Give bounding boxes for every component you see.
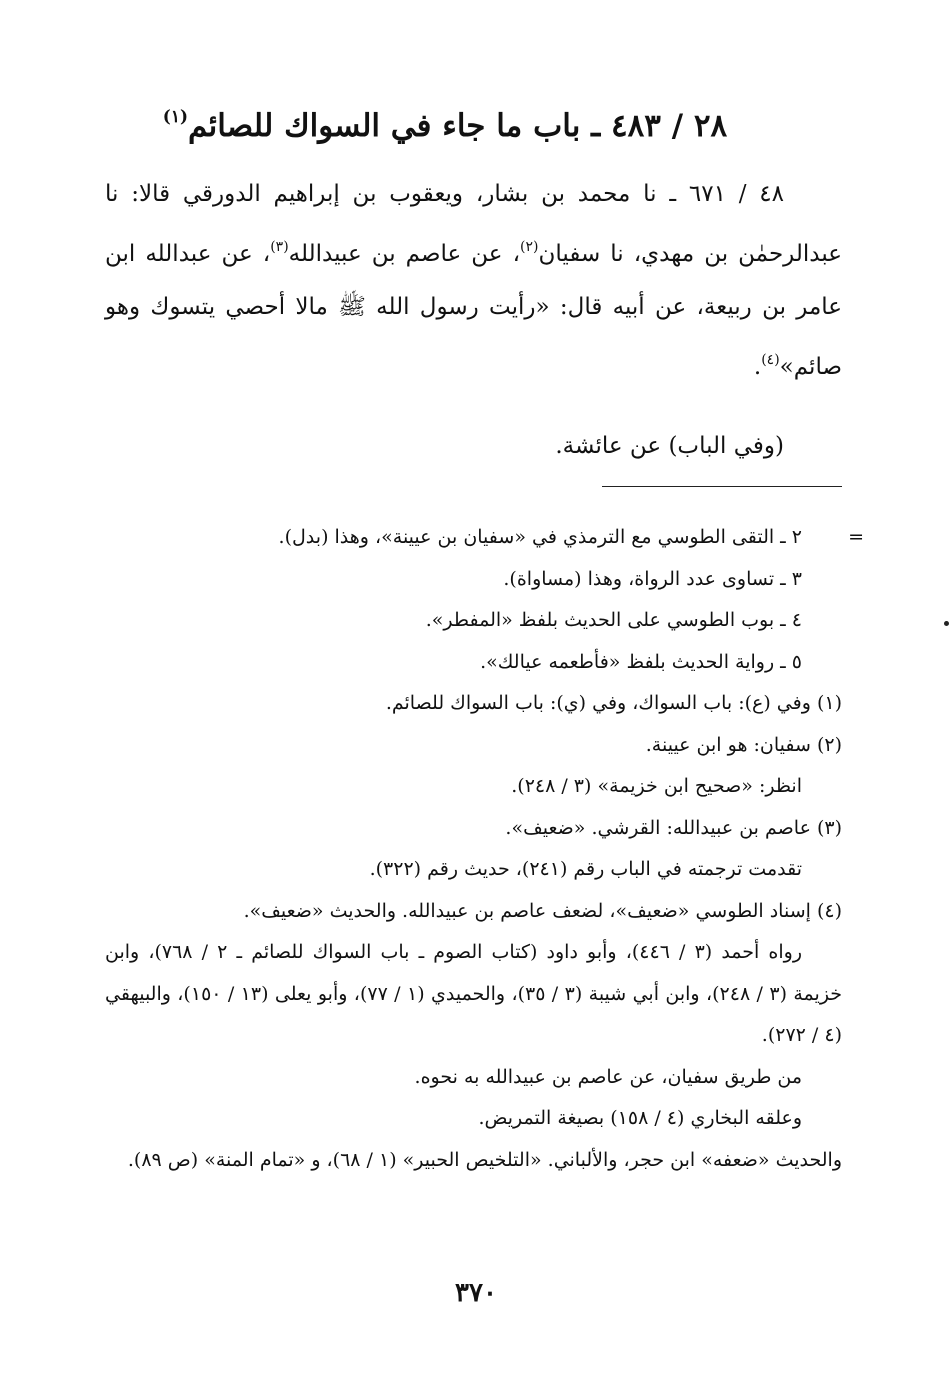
footnote-ref-3: (٣) xyxy=(270,239,289,255)
footnote-text: رواه أحمد (٣ / ٤٤٦)، وأبو داود (كتاب الصوم ـ باب السواك للصائم ـ ٢ / ٧٦٨)، وابن خزيمة (٣ / ٢٤٨)، وابن أبي شيبة (٣ / ٣٥)، والحميدي (١ / ٧٧)، وأبو يعلى (١٣ / ١٥٠)، والبيهقي (٤ / ٢٧٢). xyxy=(105,941,843,1046)
hadith-end-punct: . xyxy=(753,354,762,380)
scan-speck xyxy=(944,621,949,626)
footnote-text: من طريق سفيان، عن عاصم بن عبيدالله به نحوه. xyxy=(414,1065,802,1088)
footnote-paragraph xyxy=(105,932,842,1057)
chapter-heading xyxy=(150,92,740,151)
footnote-text: (٢) سفيان: هو ابن عيينة. xyxy=(645,733,842,756)
footnote-text: وعلقه البخاري (٤ / ١٥٨) بصيغة التمريض. xyxy=(478,1107,802,1129)
footnote-separator xyxy=(602,486,842,487)
footnote-line xyxy=(105,1098,842,1140)
hadith-body xyxy=(105,168,842,473)
footnote-text: ٣ ـ تساوى عدد الرواة، وهذا (مساواة). xyxy=(503,567,802,590)
footnote-text: (٤) إسناد الطوسي «ضعيف»، لضعف عاصم بن عبيدالله. والحديث «ضعيف». xyxy=(243,899,842,922)
footnote-line xyxy=(105,766,842,808)
chapter-footnote-ref: (١) xyxy=(162,107,189,127)
footnote-line xyxy=(105,683,842,725)
page-number: ٣٧٠ xyxy=(455,1278,497,1308)
footnote-paragraph xyxy=(105,1140,842,1182)
continuation-mark: = xyxy=(848,526,864,548)
footnote-text: انظر: «صحيح ابن خزيمة» (٣ / ٢٤٨). xyxy=(511,775,802,797)
footnote-text: (١) وفي (ع): باب السواك، وفي (ي): باب السواك للصائم. xyxy=(385,692,842,714)
footnotes xyxy=(105,517,864,1181)
hadith-text xyxy=(105,168,842,394)
footnote-line xyxy=(105,600,842,642)
hadith-matn: ، عن عبدالله ابن عامر بن ربيعة، عن أبيه قال: «رأيت رسول الله ﷺ مالا أحصي يتسوك وهو صائم» xyxy=(105,241,842,380)
footnote-text: ٥ ـ رواية الحديث بلفظ «فأطعمه عيالك». xyxy=(480,650,802,673)
footnote-line xyxy=(105,517,864,559)
footnote-line xyxy=(105,808,842,850)
chapter-title: ٢٨ / ٤٨٣ ـ باب ما جاء في السواك للصائم xyxy=(188,108,728,144)
footnote-line xyxy=(105,642,842,684)
footnote-text: ٤ ـ بوب الطوسي على الحديث بلفظ «المفطر». xyxy=(425,609,802,631)
footnote-text: (٣) عاصم بن عبيدالله: القرشي. «ضعيف». xyxy=(505,816,842,839)
footnote-line xyxy=(105,1057,842,1099)
bab-note: (وفي الباب) عن عائشة. xyxy=(555,433,784,459)
hadith-isnad-part2: ، عن عاصم بن عبيدالله xyxy=(288,241,521,267)
footnote-text: ٢ ـ التقى الطوسي مع الترمذي في «سفيان بن عيينة»، وهذا (بدل). xyxy=(278,526,802,548)
footnote-ref-4: (٤) xyxy=(761,352,780,368)
footnote-line xyxy=(105,849,842,891)
footnote-line xyxy=(105,559,842,601)
footnote-text: تقدمت ترجمته في الباب رقم (٢٤١)، حديث رقم (٣٢٢). xyxy=(369,858,802,880)
footnote-ref-2: (٢) xyxy=(520,239,539,255)
hadith-isnad-part1: ٤٨ / ٦٧١ ـ نا محمد بن بشار، ويعقوب بن إبراهيم الدورقي قالا: نا عبدالرحمٰن بن مهدي، نا سفيان xyxy=(105,181,843,267)
footnote-text: والحديث «ضعفه» ابن حجر، والألباني. «التلخيص الحبير» (١ / ٦٨)، و «تمام المنة» (ص ٨٩). xyxy=(127,1148,842,1171)
footnote-line xyxy=(105,891,842,933)
footnote-line xyxy=(105,725,842,767)
